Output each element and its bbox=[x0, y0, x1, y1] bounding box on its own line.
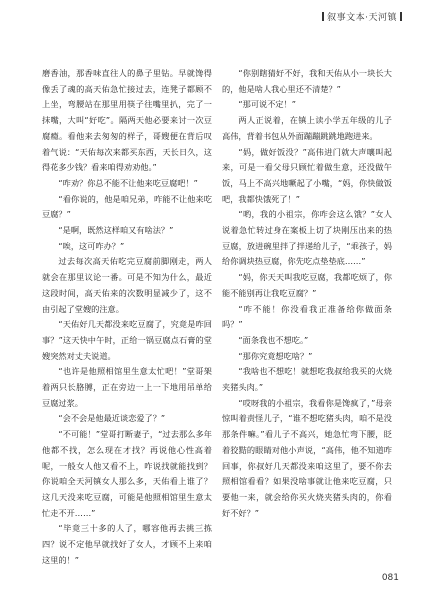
paragraph: 两人正说着，在镇上读小学五年级的儿子高伟，背着书包从外面蹦蹦跳跳地跑进来。 bbox=[222, 115, 392, 141]
paragraph: “那你究竟想吃啥？” bbox=[238, 350, 313, 361]
paragraph: “看你说的，他是咱兄弟，咋能不让他来吃豆腐？” bbox=[42, 193, 212, 220]
paragraph: “不可能！”堂哥打断妻子，“过去那么多年他都不找，怎么现在才找？再说他心性高着呢，一般女人他又看不上，咋说找就能找到？你说咱全天河镇女人那么多，天佑看上谁了？这几天没来吃豆腐，可能是他照相馆里生意太忙走不开……” bbox=[42, 429, 212, 518]
paragraph: “我啥也不想吃！就想吃我叔给我买的火烧夹猪头肉。” bbox=[222, 366, 392, 393]
paragraph: “咋劝？你总不能不让他来吃豆腐吧！” bbox=[58, 177, 198, 188]
header-separator: · bbox=[365, 13, 369, 23]
paragraph: 磨香油，那香味直往人的鼻子里钻。早就馋得像丢了魂的高天佑急忙接过去，连凳子都顾不上坐，弯腰站在那里用筷子往嘴里扒，完了一抹嘴，大叫“好吃”。隔两天他必要来讨一次豆腐瘾。看他来去匆匆的样子，哥嫂便在背后叹着气说：“天佑每次来都买东西，天长日久，这得花多少钱？看来咱得劝劝他。” bbox=[42, 68, 212, 173]
paragraph: “咋不能！你没看我正准备给你做面条吗？” bbox=[222, 303, 392, 330]
paragraph: “妈，你天天叫我吃豆腐，我都吃烦了，你能不能别再让我吃豆腐？” bbox=[222, 272, 392, 298]
paragraph: “唉，这可咋办？” bbox=[58, 240, 125, 251]
paragraph: “那可说不定！” bbox=[238, 99, 296, 110]
paragraph: “哟，我的小祖宗，你咋会这么饿？”女人说着急忙转过身在案板上切了块刚压出来的热豆腐，放进碗里拌了拌递给儿子，“乖孩子，妈给你调块热豆腐，你先吃点垫垫底……” bbox=[222, 209, 392, 267]
paragraph: “面条我也不想吃。” bbox=[238, 334, 309, 345]
paragraph: “会不会是他最近谈恋爱了？” bbox=[58, 413, 166, 424]
paragraph: “是啊，既然这样咱又有啥法？” bbox=[58, 225, 174, 236]
paragraph: “你别瞎猜好不好，我和天佑从小一块长大的，他是啥人我心里还不清楚？” bbox=[222, 68, 392, 94]
paragraph: “毕竟三十多的人了，哪容他再去挑三拣四？说不定他早就找好了女人，才顾不上来咱这里的！” bbox=[42, 523, 212, 565]
paragraph: 过去每次高天佑吃完豆腐前脚刚走，两人就会在那里议论一番。可是不知为什么，最近这段时间，高天佑来的次数明显减少了，这不由引起了堂嫂的注意。 bbox=[42, 256, 212, 314]
paragraph: “妈，做好饭没？”高伟进门就大声嚷叫起来，可是一看父母只顾忙着做生意，还没做午饭，马上不高兴地噘起了小嘴，“妈，你快做饭吧，我都快饿死了！” bbox=[222, 146, 392, 204]
header-bar-right bbox=[400, 12, 402, 21]
running-header bbox=[319, 10, 405, 23]
left-text-column bbox=[42, 66, 212, 569]
page-number: 081 bbox=[381, 573, 399, 583]
header-section: 叙事文本 bbox=[327, 13, 366, 23]
paragraph: “哎呀我的小祖宗，我看你是馋疯了，”母亲惊叫着责怪儿子，“谁不想吃猪头肉，咱不是没那条件嘛。”看儿子不高兴，她急忙弯下腰，眨着狡黠的眼睛对他小声说，“高伟，他不知道咋回事，你叔好几天都没来咱这里了，要不你去照相馆看看？如果没啥事就让他来吃豆腐，只要他一来，就会给你买火烧夹猪头肉的，你看好不好？” bbox=[222, 397, 392, 518]
header-bar-left bbox=[322, 12, 324, 21]
header-title: 天河镇 bbox=[368, 13, 397, 23]
right-text-column bbox=[222, 66, 392, 521]
paragraph: “也许是他照相馆里生意太忙吧！”堂哥架着两只长胳膊，正在旁边一上一下地用吊单给豆腐过浆。 bbox=[42, 366, 212, 408]
paragraph: “天佑好几天都没来吃豆腐了，究竟是咋回事？”这天快中午时，正给一锅豆腐点石膏的堂嫂突然对丈夫说道。 bbox=[42, 319, 212, 361]
